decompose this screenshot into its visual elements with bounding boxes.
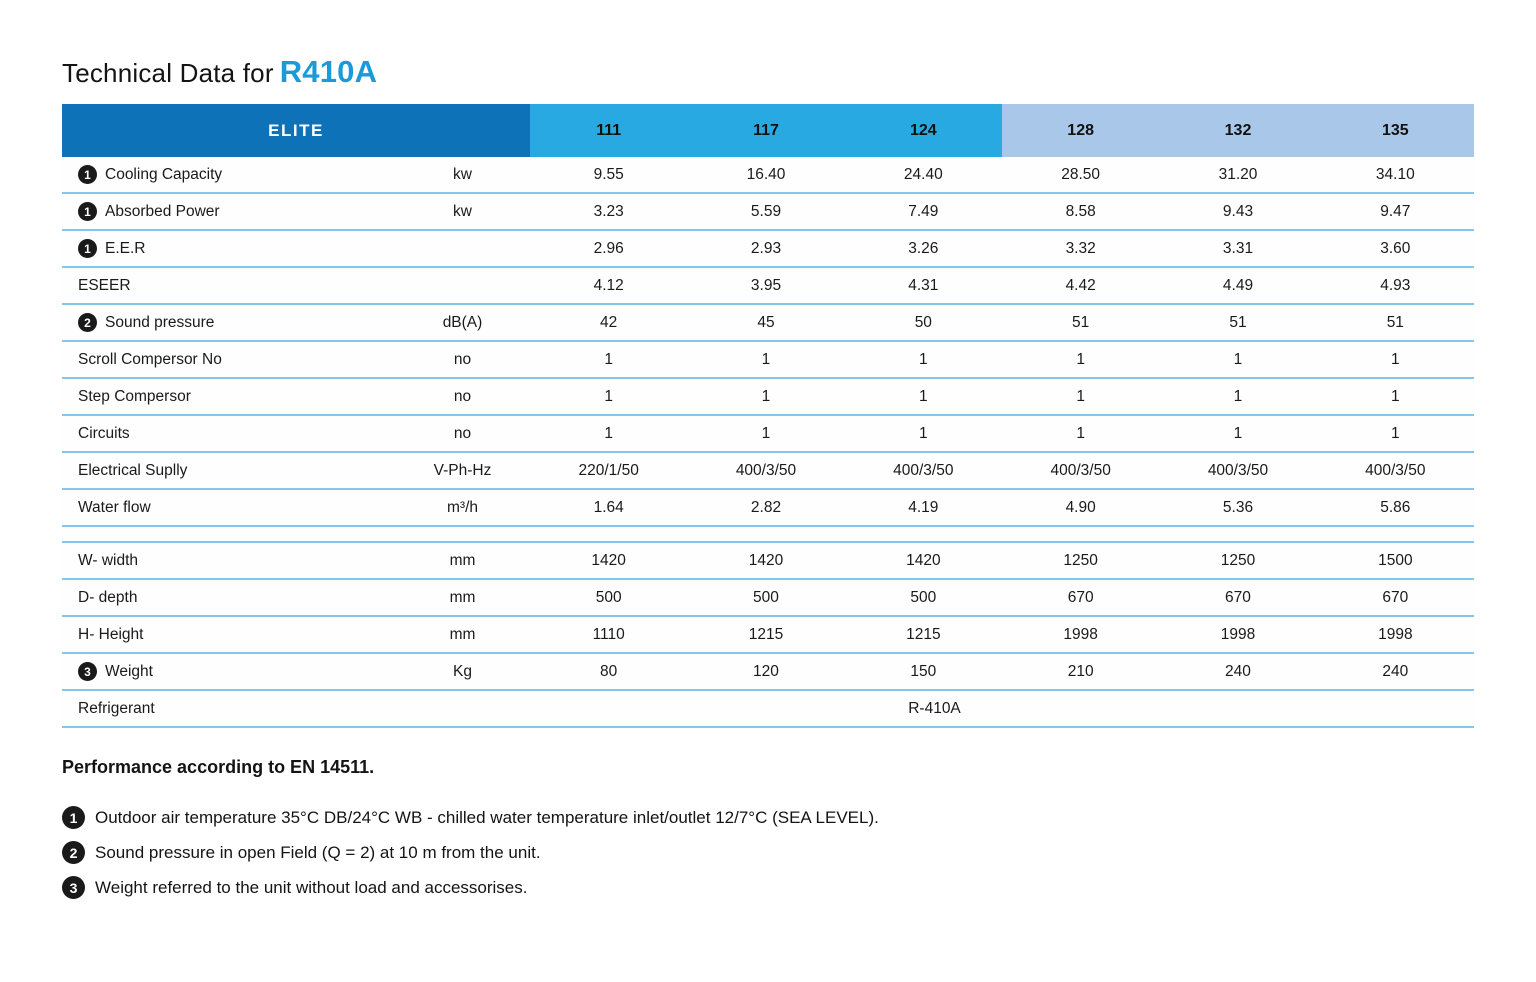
unit-cell: Kg [453,662,472,680]
value-cell: 1 [919,387,928,405]
note-1-badge-icon: 1 [78,202,97,221]
row-label: H- Height [78,625,144,643]
value-cell: 210 [1067,662,1094,680]
value-cell: 400/3/50 [1050,461,1111,479]
value-cell: 1215 [748,625,784,643]
value-cell: 1215 [906,625,941,643]
table-row [62,691,1474,728]
value-cell: 220/1/50 [578,461,639,479]
value-cell: 240 [1225,662,1251,680]
row-label-cell [62,700,395,718]
value-cell: 400/3/50 [893,461,954,479]
value-cell: 1250 [1063,551,1098,569]
footnotes-list [62,806,879,899]
value-cell: 400/3/50 [1207,461,1269,479]
value-cell: 34.10 [1375,165,1415,183]
unit-cell: V-Ph-Hz [433,461,492,479]
note-1-badge-icon: 1 [78,165,97,184]
value-cell: 1 [1233,350,1243,368]
table-row [62,231,1474,268]
unit-cell: no [453,424,472,442]
row-label: ESEER [78,276,131,294]
table-row [62,268,1474,305]
value-cell: 1998 [1220,625,1256,643]
row-label: Weight [105,662,153,680]
value-cell: 1500 [1378,551,1413,569]
row-label: Water flow [78,498,151,516]
value-cell: 5.36 [1222,498,1254,516]
row-label: Electrical Suplly [78,461,188,479]
column-header-128: 128 [1002,104,1159,157]
page-title [62,54,377,90]
value-cell: 4.42 [1065,276,1096,294]
value-cell: 1 [1233,424,1243,442]
footnote-text: Weight referred to the unit without load and accessorises. [95,877,528,897]
value-cell: 5.59 [750,202,782,220]
unit-cell: no [453,350,472,368]
value-cell: 80 [600,662,618,680]
series-name-cell: ELITE [62,104,530,157]
value-cell: 24.40 [903,165,943,183]
value-cell: 1 [604,424,613,442]
row-label-cell [62,165,395,184]
value-cell: 1 [1391,350,1400,368]
table-row [62,453,1474,490]
unit-cell: dB(A) [442,313,483,331]
value-cell: 2.96 [593,239,624,257]
value-cell: 2.93 [750,239,782,257]
performance-standard-note: Performance according to EN 14511. [62,757,375,777]
value-cell: 51 [1072,313,1090,331]
row-label-cell [62,425,395,443]
footnote-item [62,876,879,899]
column-header-124: 124 [845,104,1002,157]
value-cell: 7.49 [908,202,939,220]
value-cell: 4.90 [1065,498,1096,516]
value-cell: 120 [753,662,779,680]
value-cell: 1 [761,424,771,442]
refrigerant-model-label: R410A [279,54,378,89]
table-row [62,416,1474,453]
row-label: Refrigerant [78,699,155,717]
row-label-cell [62,351,395,369]
row-label-cell [62,662,395,681]
row-label: Circuits [78,424,130,442]
value-cell: 500 [595,588,622,606]
value-cell: 1.64 [593,498,624,516]
value-cell: 1 [604,350,613,368]
spanning-value-cell: R-410A [908,699,961,717]
value-cell: 42 [600,313,618,331]
value-cell: 51 [1386,313,1404,331]
unit-cell: no [453,387,472,405]
value-cell: 240 [1382,662,1409,680]
footnote-text: Sound pressure in open Field (Q = 2) at 10 m from the unit. [95,842,541,862]
value-cell: 8.58 [1065,202,1096,220]
table-row [62,654,1474,691]
value-cell: 1998 [1063,625,1098,643]
value-cell: 45 [757,313,775,331]
unit-cell: kw [453,202,472,220]
row-label: Absorbed Power [105,202,220,220]
value-cell: 1250 [1220,551,1256,569]
value-cell: 1 [1076,424,1085,442]
table-row [62,580,1474,617]
table-row [62,305,1474,342]
value-cell: 1 [1076,350,1085,368]
value-cell: 5.86 [1380,498,1411,516]
note-3-badge-icon: 3 [78,662,97,681]
value-cell: 400/3/50 [735,461,797,479]
value-cell: 1 [761,350,771,368]
value-cell: 9.55 [593,165,624,183]
row-label: D- depth [78,588,138,606]
value-cell: 4.93 [1380,276,1411,294]
value-cell: 3.32 [1065,239,1096,257]
unit-cell: m³/h [447,498,478,516]
value-cell: 1 [761,387,771,405]
column-header-135: 135 [1317,104,1474,157]
value-cell: 1 [919,350,928,368]
column-header-132: 132 [1159,104,1316,157]
value-cell: 1 [1391,387,1400,405]
row-label: Cooling Capacity [105,165,223,183]
row-label: W- width [78,551,139,569]
row-label-cell [62,626,395,644]
value-cell: 3.31 [1222,239,1254,257]
page-title-prefix: Technical Data for [62,58,274,88]
table-header-row [62,104,1474,157]
value-cell: 1 [1233,387,1243,405]
value-cell: 4.31 [908,276,939,294]
row-label: Sound pressure [105,313,215,331]
value-cell: 51 [1229,313,1247,331]
table-body [62,157,1474,728]
value-cell: 1 [1391,424,1400,442]
value-cell: 28.50 [1061,165,1101,183]
value-cell: 1420 [748,551,784,569]
value-cell: 2.82 [750,498,782,516]
value-cell: 1 [1076,387,1085,405]
table-row [62,617,1474,654]
value-cell: 50 [914,313,932,331]
value-cell: 4.49 [1222,276,1254,294]
row-label: E.E.R [105,239,146,257]
value-cell: 1420 [591,551,626,569]
value-cell: 670 [1382,588,1409,606]
unit-cell: kw [453,165,472,183]
value-cell: 1110 [592,625,625,643]
footnote-item [62,806,879,829]
table-row [62,543,1474,580]
value-cell: 500 [910,588,937,606]
row-label-cell [62,552,395,570]
footnote-text: Outdoor air temperature 35°C DB/24°C WB - chilled water temperature inlet/outlet 12/7°C (SEA LEVEL). [95,807,879,827]
value-cell: 1 [919,424,928,442]
unit-cell: mm [449,551,476,569]
column-header-117: 117 [687,104,844,157]
technical-data-table [62,104,1474,728]
column-header-111: 111 [530,104,687,157]
value-cell: 31.20 [1218,165,1258,183]
value-cell: 400/3/50 [1365,461,1426,479]
value-cell: 1 [604,387,613,405]
row-label-cell [62,277,395,295]
value-cell: 16.40 [746,165,786,183]
footnote-item [62,841,879,864]
table-spacer-row [62,527,1474,543]
row-label-cell [62,589,395,607]
row-label-cell [62,313,395,332]
value-cell: 1998 [1378,625,1413,643]
note-2-badge-icon: 2 [62,841,85,864]
value-cell: 3.60 [1380,239,1411,257]
row-label-cell [62,202,395,221]
value-cell: 3.23 [593,202,624,220]
row-label-cell [62,239,395,258]
note-2-badge-icon: 2 [78,313,97,332]
note-1-badge-icon: 1 [62,806,85,829]
note-1-badge-icon: 1 [78,239,97,258]
value-cell: 3.95 [750,276,782,294]
value-cell: 1420 [906,551,941,569]
table-row [62,379,1474,416]
table-row [62,342,1474,379]
row-label: Step Compersor [78,387,191,405]
table-row [62,490,1474,527]
value-cell: 3.26 [908,239,939,257]
row-label-cell [62,499,395,517]
unit-cell: mm [449,588,476,606]
value-cell: 500 [753,588,779,606]
row-label: Scroll Compersor No [78,350,222,368]
table-row [62,157,1474,194]
value-cell: 670 [1067,588,1094,606]
row-label-cell [62,462,395,480]
value-cell: 150 [910,662,937,680]
value-cell: 9.43 [1222,202,1254,220]
unit-cell: mm [449,625,476,643]
value-cell: 9.47 [1380,202,1411,220]
note-3-badge-icon: 3 [62,876,85,899]
table-row [62,194,1474,231]
row-label-cell [62,388,395,406]
value-cell: 670 [1225,588,1251,606]
value-cell: 4.12 [593,276,624,294]
value-cell: 4.19 [908,498,939,516]
